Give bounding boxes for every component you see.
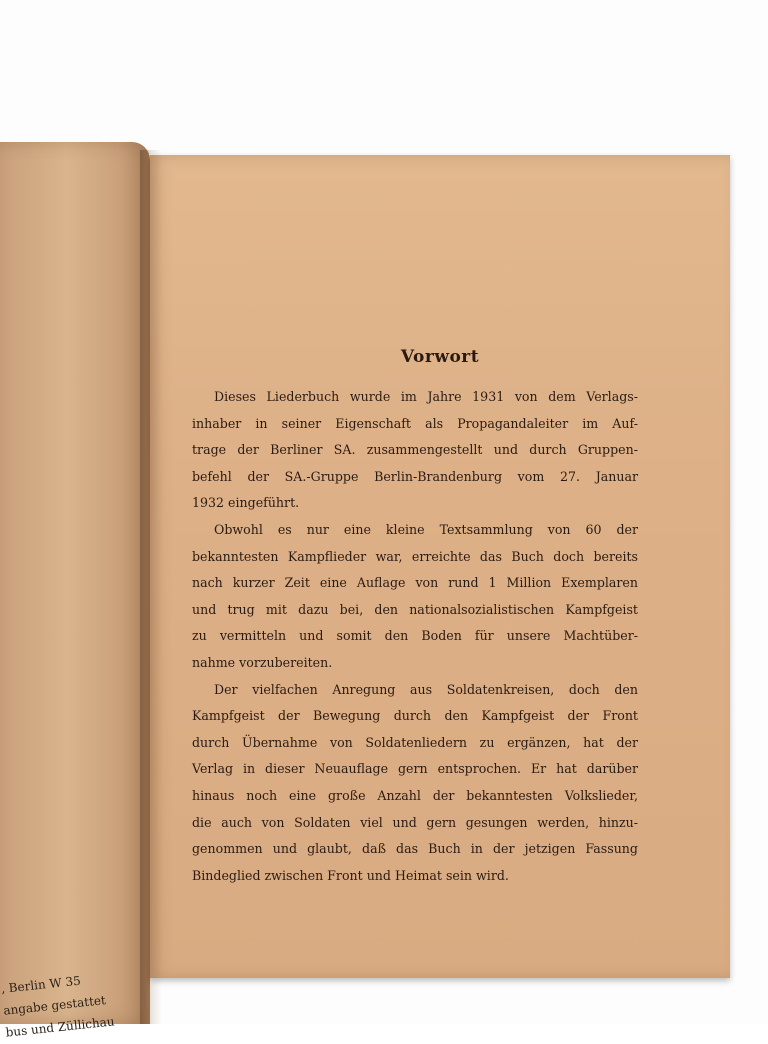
text-line: hinaus noch eine große Anzahl der bekanntesten Volkslieder, xyxy=(192,787,638,803)
text-line: befehl der SA.-Gruppe Berlin-Brandenburg vom 27. Januar xyxy=(192,468,638,484)
text-line: durch Übernahme von Soldatenliedern zu ergänzen, hat der xyxy=(192,734,638,750)
text-line: nach kurzer Zeit eine Auflage von rund 1 Million Exemplaren xyxy=(192,575,638,591)
text-line: 1932 eingeführt. xyxy=(192,495,300,511)
left-page-imprint xyxy=(0,962,156,1043)
text-line: Der vielfachen Anregung aus Soldatenkreisen, doch den xyxy=(214,681,638,697)
right-page xyxy=(150,155,730,978)
text-line: trage der Berliner SA. zusammengestellt und durch Gruppen- xyxy=(192,442,638,458)
paragraph-2 xyxy=(192,517,638,677)
paragraph-3 xyxy=(192,677,638,890)
text-line: inhaber in seiner Eigenschaft als Propagandaleiter im Auf- xyxy=(192,415,638,431)
left-page-line: angabe gestattet xyxy=(2,993,107,1018)
text-line: Verlag in dieser Neuauflage gern entsprochen. Er hat darüber xyxy=(192,761,638,777)
text-line: nahme vorzubereiten. xyxy=(192,654,333,670)
page-title: Vorwort xyxy=(400,347,480,367)
text-line: Bindeglied zwischen Front und Heimat sein wird. xyxy=(192,867,509,883)
left-page xyxy=(0,142,150,1040)
book-gutter-shadow xyxy=(140,150,162,1024)
text-line: zu vermitteln und somit den Boden für unsere Machtüber- xyxy=(192,628,638,644)
left-page-line: , Berlin W 35 xyxy=(0,973,82,996)
paragraph-1 xyxy=(192,384,638,517)
text-line: bekanntesten Kampflieder war, erreichte das Buch doch bereits xyxy=(192,548,638,564)
text-line: und trug mit dazu bei, den nationalsozialistischen Kampfgeist xyxy=(192,601,638,617)
text-line: die auch von Soldaten viel und gern gesungen werden, hinzu- xyxy=(192,814,638,830)
text-line: Obwohl es nur eine kleine Textsammlung von 60 der xyxy=(214,521,638,537)
text-line: Dieses Liederbuch wurde im Jahre 1931 von dem Verlags- xyxy=(214,389,638,404)
preface-text xyxy=(192,384,638,889)
text-line: Kampfgeist der Bewegung durch den Kampfgeist der Front xyxy=(192,708,638,724)
left-page-line: bus und Züllichau xyxy=(5,1014,116,1040)
text-line: genommen und glaubt, daß das Buch in der jetzigen Fassung xyxy=(192,841,638,857)
